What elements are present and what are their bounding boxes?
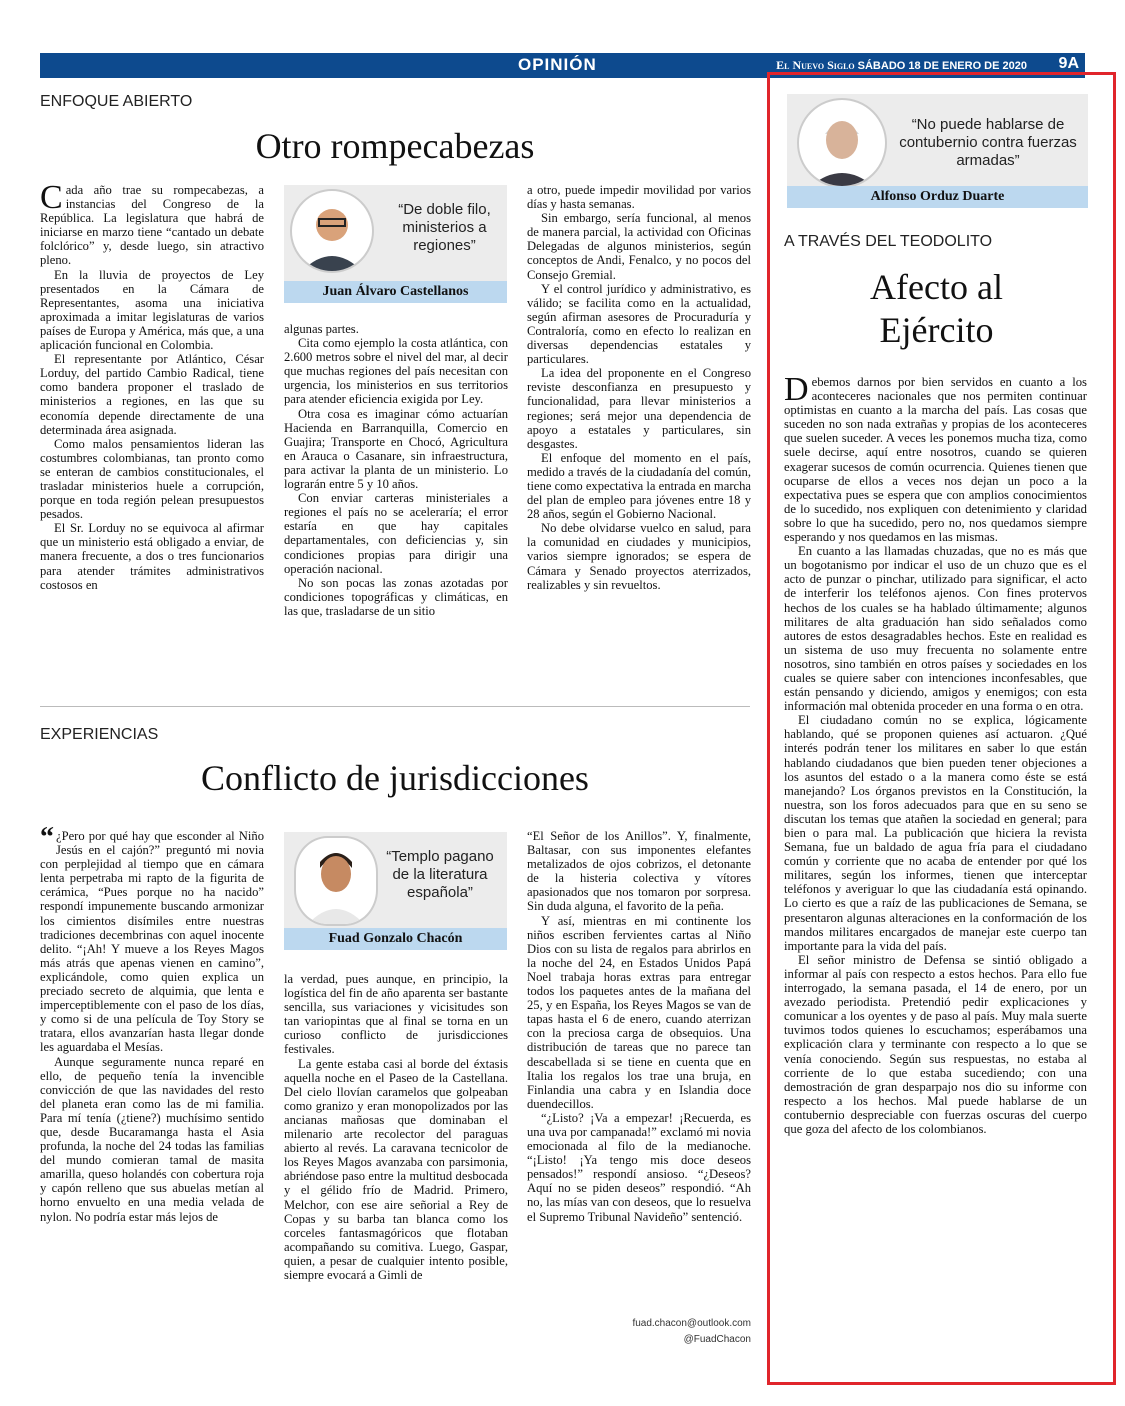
article2-headline: Conflicto de jurisdicciones (201, 758, 589, 798)
author-box-chacon (284, 832, 507, 950)
article1-kicker: ENFOQUE ABIERTO (40, 93, 193, 110)
article2-kicker: EXPERIENCIAS (40, 726, 159, 743)
author-name: Fuad Gonzalo Chacón (284, 928, 507, 950)
article2-column-3: “El Señor de los Anillos”. Y, finalmente, Baltasar, con sus imponentes elefantes metalizados de ojos cobrizos, el detonante de la histeria colectiva y vítores apasionados que nos tomaron por sorpresa. Sin duda alguna, el favorito de la peña. Y así, mientras en mi continente los niños escriben fervientes cartas al Niño Dios con su lista de regalos para abrirlos en la noche del 24, en Estados Unidos Papá Noel trabaja horas extras para entregar todos los paquetes antes de la mañana del 25, y en España, los Reyes Magos se van de tapas hasta el 6 de enero, cuando aterrizan con la preciosa carga de obsequios. Una distribución de tareas que no parece tan descabellada si se tiene en cuenta que en Italia los regalos los trae una bruja, en Finlandia una cabra y en Islandia doce duendecillos. “¿Listo? ¡Va a empezar! ¡Recuerda, es una uva por campanada!” exclamó mi novia emocionada al filo de la medianoche. “¡Listo! ¡Ya tengo mis doce deseos pensados!” respondí ansioso. “¿Deseos? Aquí no se piden deseos” respondió. “Ah no, las mías van con deseos, que lo resuelva el Supremo Tribunal Navideño” sentenció. (527, 829, 751, 1224)
author-pull-quote: “No puede hablarse de contubernio contra fuerzas armadas” (899, 116, 1077, 169)
author-pull-quote: “De doble filo, ministerios a regiones” (398, 201, 491, 254)
article3-headline: Afecto al Ejército (870, 267, 1003, 351)
author-box-castellanos (284, 185, 507, 303)
drop-cap: C (40, 179, 63, 216)
opening-quote-mark: “ (40, 822, 54, 853)
article1-column-3: a otro, puede impedir movilidad por varios días y hasta semanas. Sin embargo, sería funcional, al menos de manera parcial, la actividad con Oficinas Delegadas de algunos ministerios, según conceptos de Andi, Fenalco, y no pocos del Consejo Gremial. Y el control jurídico y administrativo, es válido; se facilita como en la actualidad, según afirman asesores de Procuraduría y Contraloría, como en efecto lo realizan en diversas dependencias estatales y particulares. La idea del proponente en el Congreso reviste desconfianza en presupuesto y funcionalidad, para llevar ministerios a regiones; será mejor una dependencia de apoyo a estatales y particulares, sin desgastes. El enfoque del momento en el país, medido a través de la ciudadanía del común, tiene como expectativa la entrada en marcha del plan de empleo para jóvenes entre 18 y 28 años, según el Gobierno Nacional. No debe olvidarse vuelco en salud, para la comunidad en ciudades y municipios, varios siempre ignorados; se espera de Cámara y Senado proyectos aterrizados, realizables y sin revueltos. (527, 183, 751, 592)
author-pull-quote: “Templo pagano de la literatura española” (386, 848, 494, 901)
article2-column-1: “ ¿Pero por qué hay que esconder al Niño Jesús en el cajón?” preguntó mi novia con perplejidad al tiempo que en cámara lenta perpetraba mi rapto de la figurita de cerámica, “Pues porque no ha nacido” respondí impunemente buscando armonizar los cimientos disímiles entre nuestras tradiciones decembrinas con aquel inocente delito. “¡Ah! Y mueve a los Reyes Magos más atrás que apenas vienen en camino”, explicándole, como quien explica un preciado secreto de alquimia, que lenta e imperceptiblemente con el paso de los días, y como si de una película de Toy Story se tratara, ellos avanzarían hasta llegar donde les aguardaba el Mesías. Aunque seguramente nunca reparé en ello, de pequeño tenía la invencible convicción de que las navidades del resto del planeta eran como las de mi familia. Para mí tenía (¿tiene?) muchísimo sentido que, desde Bucaramanga hasta el Asia profunda, la noche del 24 todas las familias del mundo comieran tamal de masita amarilla, queso holandés con cobertura roja y capón relleno que sus abuelas metían al horno envuelto en una media velada de nylon. No podría estar más lejos de (40, 822, 264, 1224)
author-email: fuad.chacon@outlook.com (632, 1318, 751, 1329)
article2-column-2: la verdad, pues aunque, en principio, la logística del fin de año aparenta ser bastante sencilla, sus variaciones y vicisitudes son tan variopintas que al final se torna en un curioso conflicto de jurisdicciones festivales. La gente estaba casi al borde del éxtasis aquella noche en el Paseo de la Castellana. Del cielo llovían caramelos que golpeaban como granizo y eran monopolizados por las ancianas mañosas que dominaban el milenario arte recolector del paraguas abierto al revés. La caravana tecnicolor de los Reyes Magos avanzaba con parsimonia, abriéndose paso entre la multitud desbocada y el gélido frío de Madrid. Primero, Melchor, con ese aire señorial a Rey de Copas y su barba tan blanca como los corceles fantasmagóricos que flotaban acompañando su comitiva. Luego, Gaspar, quien, a pesar de cualquier intento posible, siempre evocará a Gimli de (284, 972, 508, 1282)
author-photo (290, 189, 374, 273)
section-divider (40, 706, 750, 707)
author-photo (294, 836, 378, 926)
article1-column-2: algunas partes. Cita como ejemplo la costa atlántica, con 2.600 metros sobre el nivel del mar, al decir que muchas regiones del país necesitan con urgencia, los ministerios en sus territorios para atender eficiencia exigida por Ley. Otra cosa es imaginar cómo actuarían Hacienda en Barranquilla, Comercio en Guajira; Transporte en Chocó, Agricultura en Arauca o Casanare, sin infraestructura, para activar la planta de un ministerio. Lo lograrán entre 5 y 10 años. Con enviar carteras ministeriales a regiones el país no se aceleraría; el error estaría en que hay capitales departamentales, con deficiencias y, sin condiciones propias para dirigir una operación nacional. No son pocas las zonas azotadas por condiciones topográficas y climáticas, en las que, trasladarse de un sitio (284, 322, 508, 618)
article3-kicker: A TRAVÉS DEL TEODOLITO (784, 233, 993, 250)
newspaper-name: El Nuevo Siglo SÁBADO 18 DE ENERO DE 2020 (776, 58, 1027, 72)
article3-body: Debemos darnos por bien servidos en cuanto a los aconteceres nacionales que nos permiten continuar optimistas en cuanto a la marcha del país. Las cosas que suceden no son nada extrañas y propias de los aconteceres que suelen suceder. A veces les ponemos mucha tiza, como suele decirse, aquí entre nosotros, cuando se quieren exagerar sucesos de común ocurrencia. Quienes tienen que ocuparse de ellos a veces nos dejan un poco a la expectativa pues se espera que con amplios conocimientos de lo sucedido, nos expliquen con detenimiento y claridad sobre lo que ha sucedido, pero no, nos quedamos siempre esperando y nos quedamos en las mismas. En cuanto a las llamadas chuzadas, que no es más que un bogotanismo por indicar el uso de un chuzo que es el acto de punzar o pinchar, utilizado para significar, el acto de interferir los teléfonos ajenos. Con fines protervos hechos de los cuales se ha hablado últimamente; algunos militares de alta graduación han sido señalados como autores de estos desagradables hechos. Este en realidad es un sistema de uso muy frecuenta no solamente entre nosotros, sino también en otros países y sociedades en los cuales se quiere saber con intenciones inconfesables, que están pensando y diciendo, amigos y enemigos; con esta información mal obtenida proceder en una forma o en otra. El ciudadano común no se explica, lógicamente hablando, qué se proponen quienes así actuaron. ¿Qué interés podrán tener los militares en saber lo que están hablando ciudadanos que bien pueden tener objeciones a los asuntos del estado o a la manera como éste se está manejando? Los órganos previstos en la Constitución, la nuestra, son los foros adecuados para que en su seno se discutan los temas que atañen la sociedad en general; para bien o para mal. La publicación que hiciera la revista Semana, fue un baldado de agua fría para el ciudadano común y corriente que no acaba de entender por qué los militares, según los informes, tienen que interceptar teléfonos y averiguar lo que las ciudadanía está opinando. Lo cierto es que a raíz de las publicaciones de Semana, se presentaron algunas alteraciones en la conformación de los mandos militares encargados de manejar este cuerpo tan importante para la vida del país. El señor ministro de Defensa se sintió obligado a informar al país con respecto a estos hechos. Para ello fue interrogado, la semana pasada, el 14 de enero, por un avezado periodista. Pretendió pedir explicaciones y comunicar a los oyentes y de paso al país. Muy mala suerte tuvimos todos quienes lo escuchamos; esperábamos una explicación clara y terminante con respecto a lo que se venía conociendo. Según sus respuestas, no estaba al corriente de lo que estaba sucediendo; con una demostración de gran desparpajo nos dio su informe con respecto a los hechos. Mal puede hablarse de un contubernio despreciable con fuerzas oscuras del cuerpo que goza del afecto de los colombianos. (784, 371, 1087, 1136)
article1-headline: Otro rompecabezas (255, 126, 535, 166)
author-name: Alfonso Orduz Duarte (787, 186, 1088, 208)
article1-column-1: Cada año trae su rompecabezas, a instancias del Congreso de la República. La legislatura que habrá de iniciarse en marzo tiene “cantado un debate folclórico” y, desde luego, sin atractivo pleno. En la lluvia de proyectos de Ley presentados en la Cámara de Representantes, asoma una iniciativa aproximada a imitar legislaturas de varios países de Europa y América, más que, a una aplicación funcional en Colombia. El representante por Atlántico, César Lorduy, del partido Cambio Radical, tiene como bandera proponer el traslado de ministerios a regiones, en las que su economía depende directamente de una determinada área asignada. Como malos pensamientos lideran las costumbres colombianas, tan pronto como se enteran de cambios constitucionales, el trasladar ministerios huele a corrupción, porque en toda región pelean presupuestos pesados. El Sr. Lorduy no se equivoca al afirmar que un ministerio está obligado a enviar, de manera frecuente, a dos o tres funcionarios para atender trámites administrativos costosos en (40, 179, 264, 592)
issue-date: SÁBADO 18 DE ENERO DE 2020 (857, 60, 1027, 72)
drop-cap: D (784, 371, 809, 408)
highlight-frame (767, 72, 1116, 1385)
page-number: 9A (1058, 55, 1079, 72)
author-name: Juan Álvaro Castellanos (284, 281, 507, 303)
author-twitter: @FuadChacon (683, 1334, 751, 1345)
section-title: OPINIÓN (518, 55, 597, 74)
